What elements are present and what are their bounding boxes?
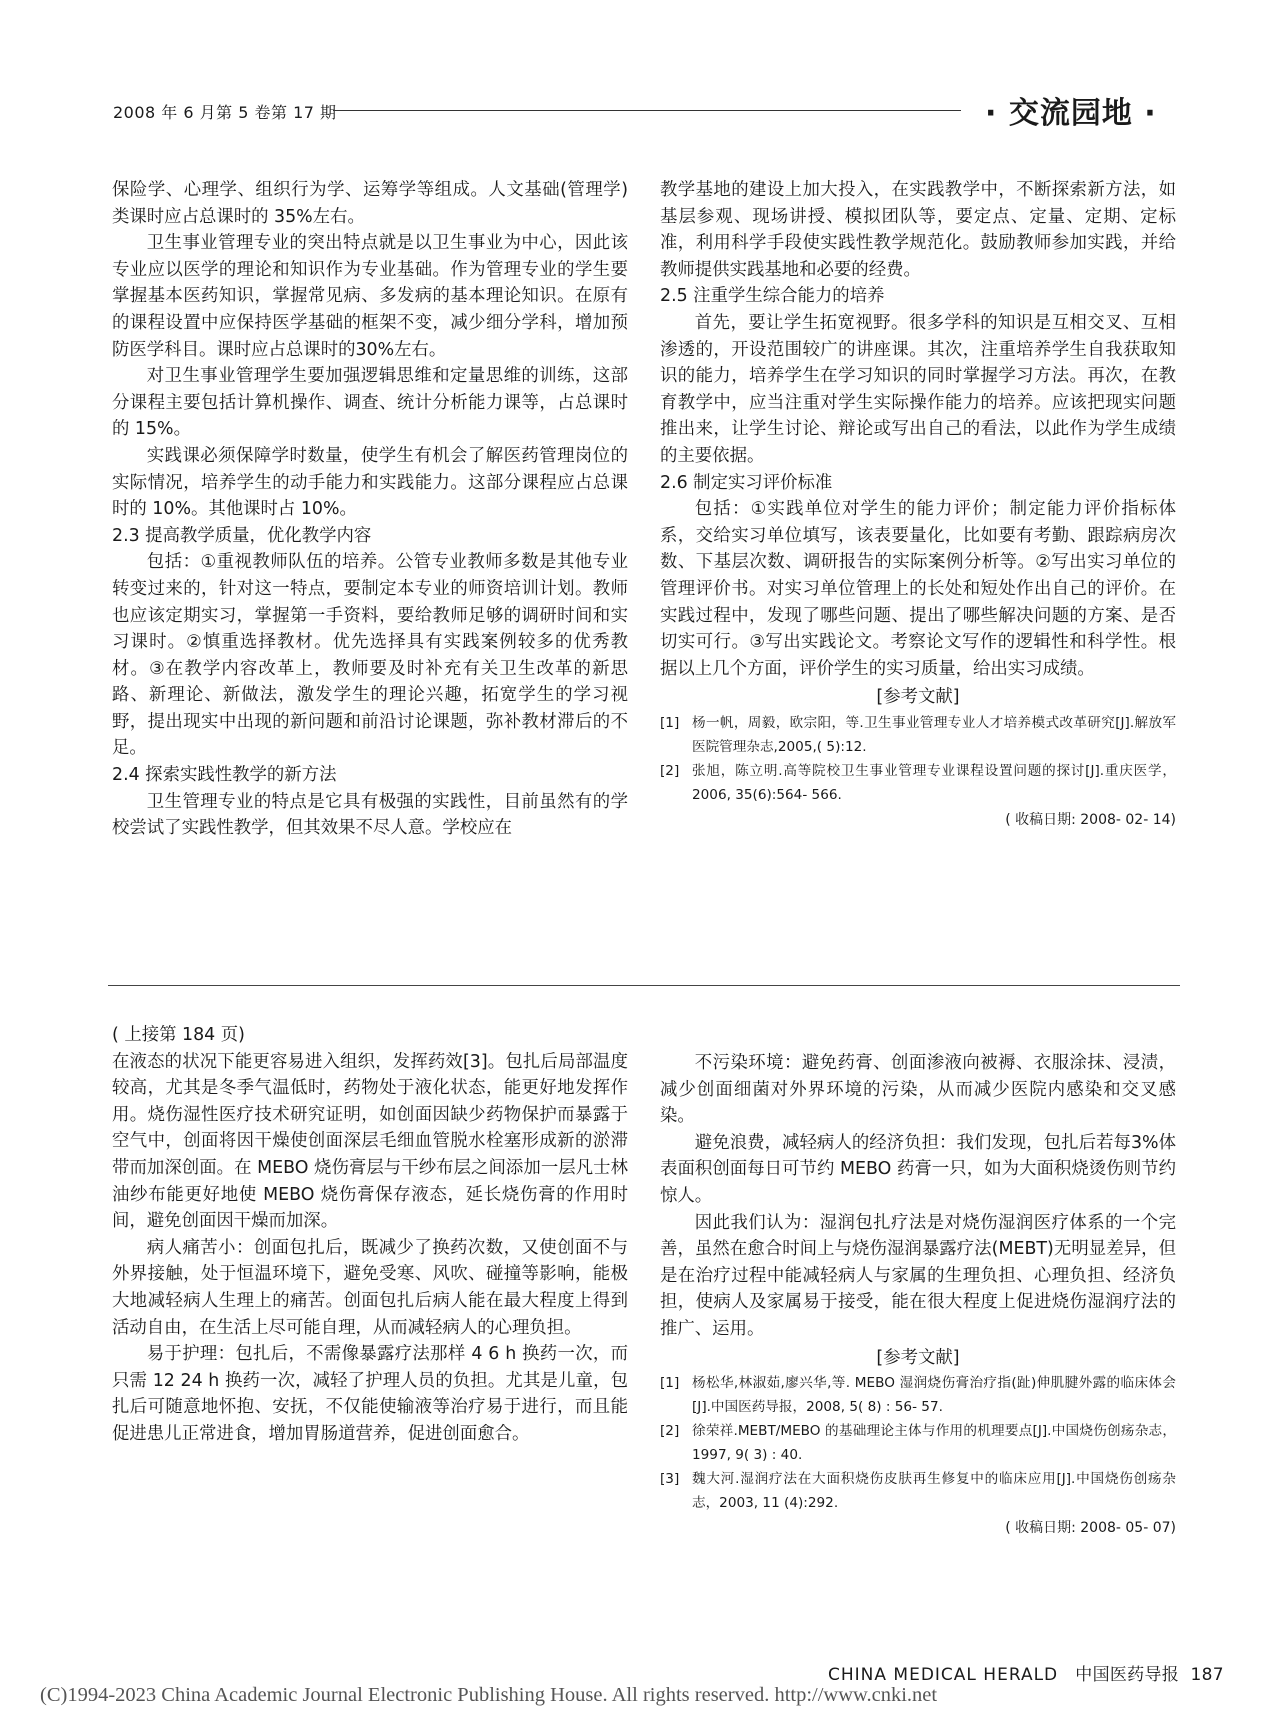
bottom-left-column xyxy=(112,1022,628,1448)
reference-text: 张旭，陈立明.高等院校卫生事业管理专业课程设置问题的探讨[J].重庆医学，2006, 35(6):564- 566. xyxy=(692,762,1176,803)
paragraph: 实践课必须保障学时数量，使学生有机会了解医药管理岗位的实际情况，培养学生的动手能力和实践能力。这部分课程应占总课时的 10%。其他课时占 10%。 xyxy=(112,445,628,520)
paragraph: 包括：①重视教师队伍的培养。公管专业教师多数是其他专业转变过来的，针对这一特点，要制定本专业的师资培训计划。教师也应该定期实习，掌握第一手资料，要给教师足够的调研时间和实习课时。②慎重选择教材。优先选择具有实践案例较多的优秀教材。③在教学内容改革上，教师要及时补充有关卫生改革的新思路、新理论、新做法，激发学生的理论兴趣，拓宽学生的学习视野，提出现实中出现的新问题和前沿讨论课题，弥补教材滞后的不足。 xyxy=(112,552,628,759)
paragraph: 避免浪费，减轻病人的经济负担：我们发现，包扎后若每3%体表面积创面每日可节约 MEBO 药膏一只，如为大面积烧烫伤则节约惊人。 xyxy=(660,1132,1176,1206)
journal-name-en: CHINA MEDICAL HERALD xyxy=(828,1665,1059,1685)
reference-number: [1] xyxy=(660,714,680,731)
section-divider xyxy=(108,985,1180,986)
reference-number: [2] xyxy=(660,1423,680,1440)
paragraph: 教学基地的建设上加大投入，在实践教学中，不断探索新方法，如基层参观、现场讲授、模拟团队等，要定点、定量、定期、定标准，利用科学手段使实践性教学规范化。鼓励教师参加实践，并给教师提供实践基地和必要的经费。 xyxy=(660,180,1176,280)
paragraph: 卫生事业管理专业的突出特点就是以卫生事业为中心，因此该专业应以医学的理论和知识作为专业基础。作为管理专业的学生要掌握基本医药知识，掌握常见病、多发病的基本理论知识。在原有的课程设置中应保持医学基础的框架不变，减少细分学科，增加预防医学科目。课时应占总课时的30%左右。 xyxy=(112,233,628,360)
reference-text: 杨松华,林淑茹,廖兴华,等. MEBO 湿润烧伤膏治疗指(趾)伸肌腱外露的临床体会[J].中国医药导报，2008, 5( 8) : 56- 57. xyxy=(692,1375,1176,1416)
section-heading: 2.4 探索实践性教学的新方法 xyxy=(112,765,337,786)
paragraph: 在液态的状况下能更容易进入组织，发挥药效[3]。包扎后局部温度较高，尤其是冬季气温低时，药物处于液化状态，能更好地发挥作用。烧伤湿性医疗技术研究证明，如创面因缺少药物保护而暴露于空气中，创面将因干燥使创面深层毛细血管脱水栓塞形成新的淤滞带而加深创面。在 MEBO 烧伤膏层与干纱布层之间添加一层凡士林油纱布能更好地使 MEBO 烧伤膏保存液态，延长烧伤膏的作用时间，避免创面因干燥而加深。 xyxy=(112,1051,628,1232)
issue-info: 2008 年 6 月第 5 卷第 17 期 xyxy=(113,103,337,122)
received-date: ( 收稿日期: 2008- 02- 14) xyxy=(1005,811,1176,828)
copyright-notice: (C)1994-2023 China Academic Journal Electronic Publishing House. All rights reserved. http://www.cnki.net xyxy=(40,1684,938,1706)
references-title: [参考文献] xyxy=(876,1347,960,1368)
journal-name-cn: 中国医药导报 xyxy=(1075,1665,1180,1685)
reference-text: 杨一帆，周毅，欧宗阳，等.卫生事业管理专业人才培养模式改革研究[J].解放军医院管理杂志,2005,( 5):12. xyxy=(692,714,1176,755)
paragraph: 包括：①实践单位对学生的能力评价；制定能力评价指标体系，交给实习单位填写，该表要量化，比如要有考勤、跟踪病房次数、下基层次数、调研报告的实际案例分析等。②写出实习单位的管理评价书。对实习单位管理上的长处和短处作出自己的评价。在实践过程中，发现了哪些问题、提出了哪些解决问题的方案、是否切实可行。③写出实践论文。考察论文写作的逻辑性和科学性。根据以上几个方面，评价学生的实习质量，给出实习成绩。 xyxy=(660,499,1176,679)
paragraph: 病人痛苦小：创面包扎后，既减少了换药次数，又使创面不与外界接触，处于恒温环境下，避免受寒、风吹、碰撞等影响，能极大地减轻病人生理上的痛苦。创面包扎后病人能在最大程度上得到活动自由，在生活上尽可能自理，从而减轻病人的心理负担。 xyxy=(112,1237,628,1338)
reference-item xyxy=(660,1371,1176,1419)
bottom-references xyxy=(660,1345,1176,1542)
paragraph: 卫生管理专业的特点是它具有极强的实践性，目前虽然有的学校尝试了实践性教学，但其效果不尽人意。学校应在 xyxy=(112,791,628,839)
paragraph: 保险学、心理学、组织行为学、运筹学等组成。人文基础(管理学) 类课时应占总课时的 35%左右。 xyxy=(112,180,628,227)
section-title: · 交流园地 · xyxy=(985,96,1157,131)
reference-number: [3] xyxy=(660,1471,680,1488)
paragraph: 对卫生事业管理学生要加强逻辑思维和定量思维的训练，这部分课程主要包括计算机操作、调查、统计分析能力课等，占总课时的 15%。 xyxy=(112,366,628,440)
reference-item xyxy=(660,759,1176,807)
reference-text: 徐荣祥.MEBT/MEBO 的基础理论主体与作用的机理要点[J].中国烧伤创疡杂志，1997, 9( 3) : 40. xyxy=(692,1423,1176,1464)
top-references xyxy=(660,684,1176,833)
section-heading: ( 上接第 184 页) xyxy=(112,1025,245,1045)
section-heading: 2.6 制定实习评价标准 xyxy=(660,472,833,493)
reference-item xyxy=(660,711,1176,759)
section-heading: 2.5 注重学生综合能力的培养 xyxy=(660,286,885,307)
bottom-right-column xyxy=(660,1050,1176,1542)
reference-item xyxy=(660,1467,1176,1515)
reference-number: [1] xyxy=(660,1375,680,1392)
references-title: [参考文献] xyxy=(876,687,960,708)
top-left-column xyxy=(112,177,628,842)
received-date: ( 收稿日期: 2008- 05- 07) xyxy=(1005,1520,1176,1537)
page-footer xyxy=(828,1660,1224,1685)
reference-item xyxy=(660,1419,1176,1467)
paragraph: 易于护理：包扎后，不需像暴露疗法那样 4 6 h 换药一次，而只需 12 24 h 换药一次，减轻了护理人员的负担。尤其是儿童，包扎后可随意地怀抱、安抚，不仅能使输液等治疗易于进行，而且能促进患儿正常进食，增加胃肠道营养，促进创面愈合。 xyxy=(112,1344,628,1444)
header-rule xyxy=(333,110,961,111)
paragraph: 因此我们认为：湿润包扎疗法是对烧伤湿润医疗体系的一个完善，虽然在愈合时间上与烧伤湿润暴露疗法(MEBT)无明显差异，但是在治疗过程中能减轻病人与家属的生理负担、心理负担、经济负担，使病人及家属易于接受，能在很大程度上促进烧伤湿润疗法的推广、运用。 xyxy=(660,1212,1176,1339)
paragraph: 不污染环境：避免药膏、创面渗液向被褥、衣服涂抹、浸渍，减少创面细菌对外界环境的污染，从而减少医院内感染和交叉感染。 xyxy=(660,1053,1176,1127)
page-number: 187 xyxy=(1190,1665,1224,1685)
top-right-column xyxy=(660,177,1176,833)
section-heading: 2.3 提高教学质量，优化教学内容 xyxy=(112,525,372,546)
reference-number: [2] xyxy=(660,762,680,779)
paragraph: 首先，要让学生拓宽视野。很多学科的知识是互相交叉、互相渗透的，开设范围较广的讲座课。其次，注重培养学生自我获取知识的能力，培养学生在学习知识的同时掌握学习方法。再次，在教育教学中，应当注重对学生实际操作能力的培养。应该把现实问题推出来，让学生讨论、辩论或写出自己的看法，以此作为学生成绩的主要依据。 xyxy=(660,312,1176,466)
reference-text: 魏大河.湿润疗法在大面积烧伤皮肤再生修复中的临床应用[J].中国烧伤创疡杂志，2003, 11 (4):292. xyxy=(692,1471,1176,1512)
